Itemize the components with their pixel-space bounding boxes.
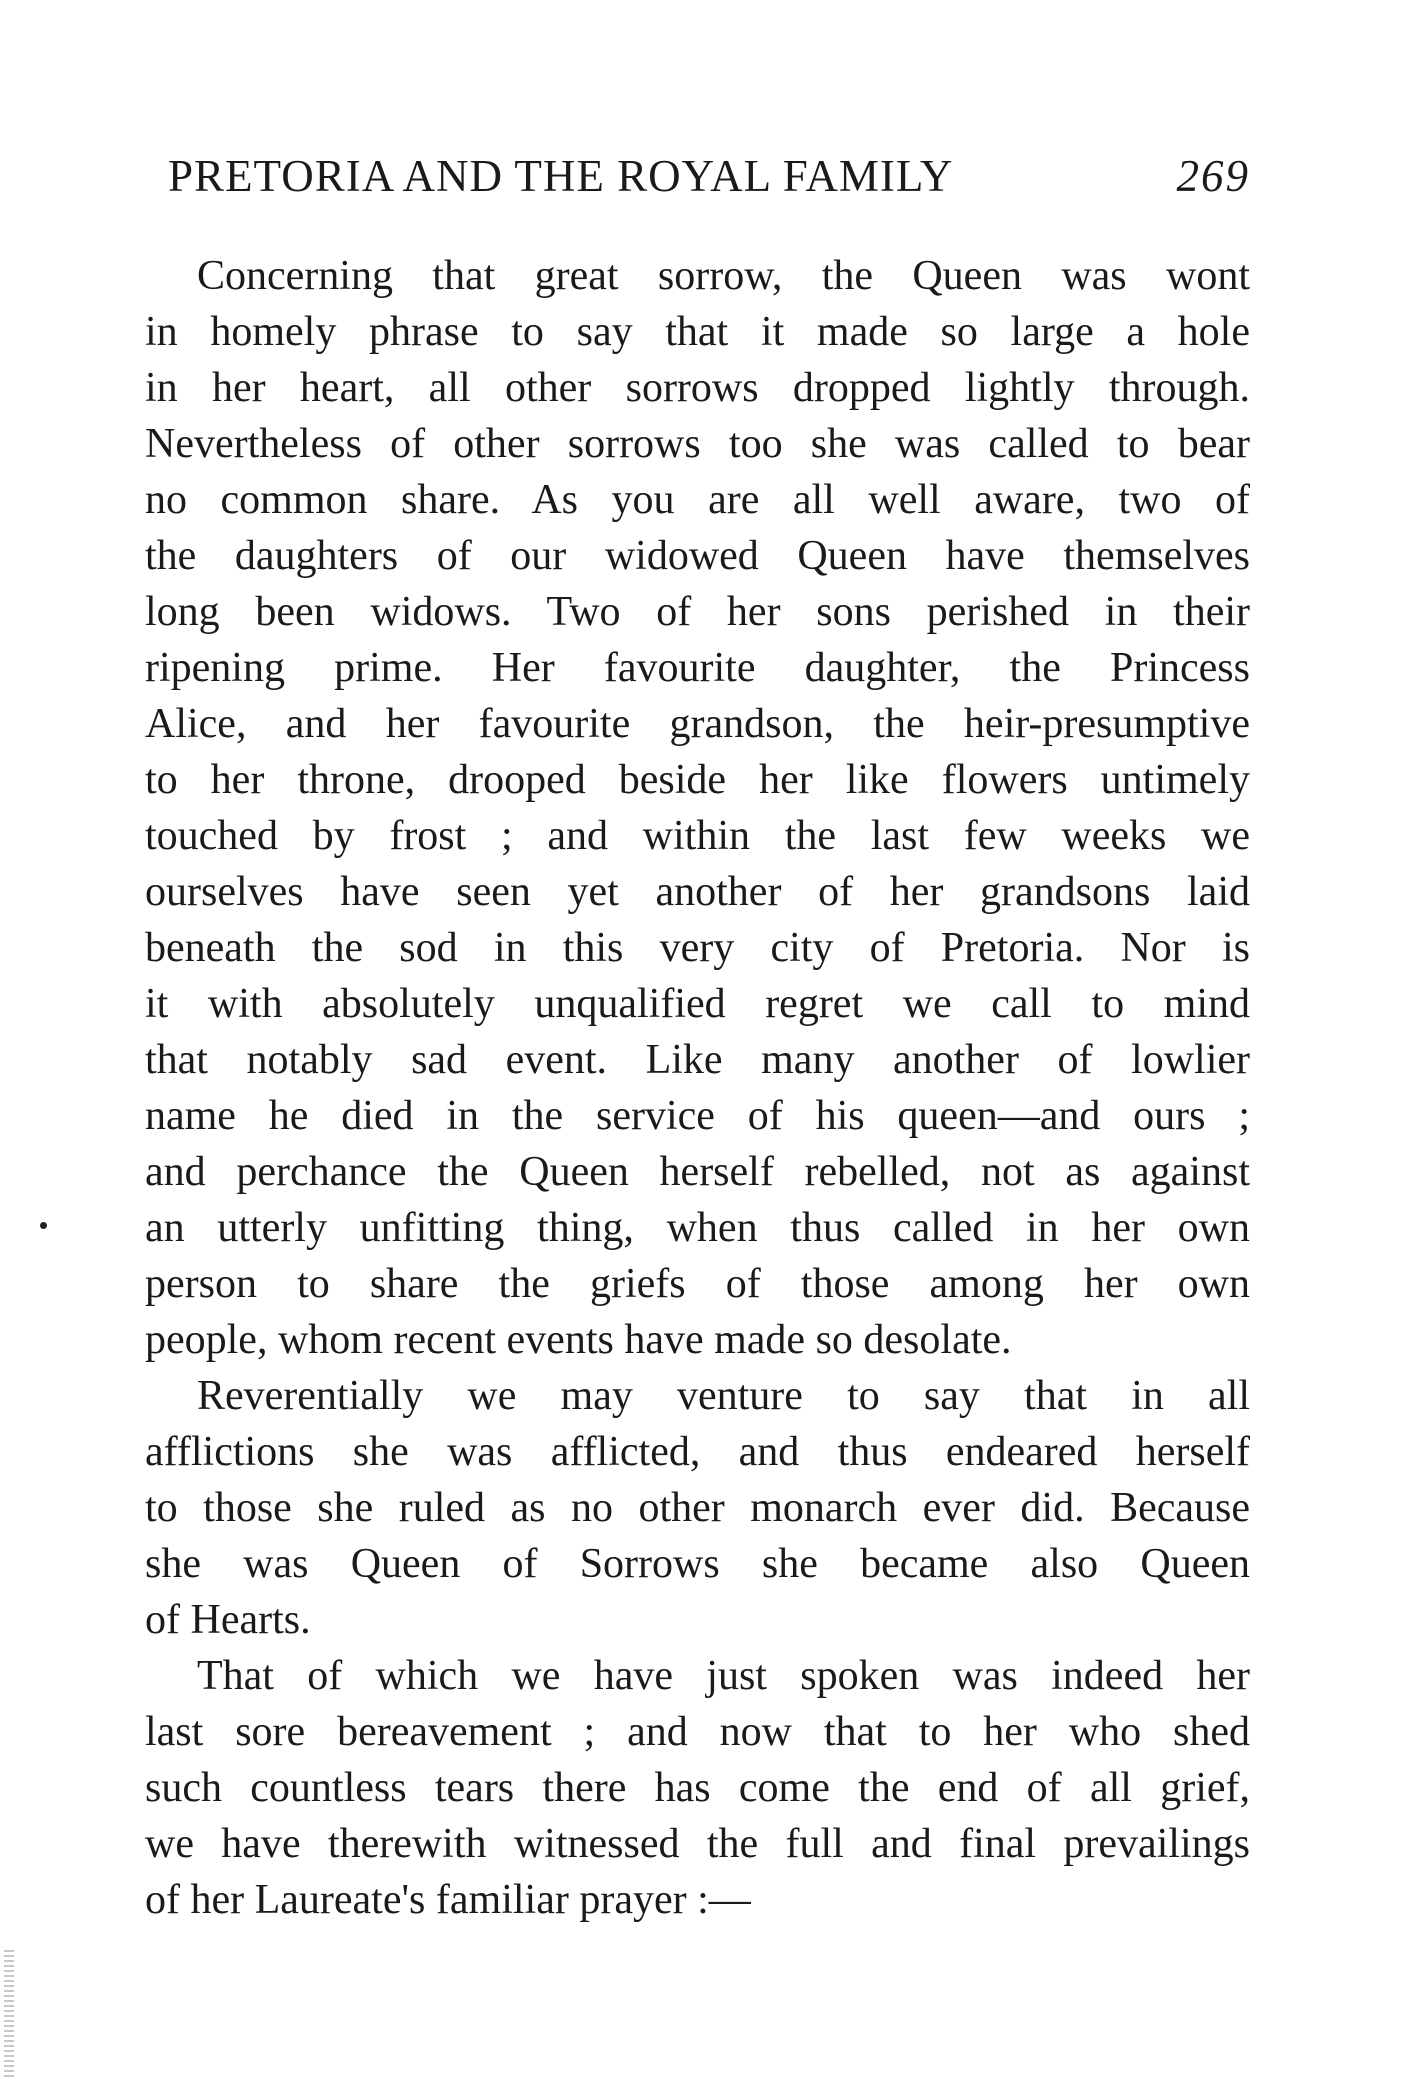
text-line: that notably sad event. Like many another of lowlier [145,1037,1250,1083]
text-line: it with absolutely unqualified regret we call to mind [145,981,1250,1027]
text-line: beneath the sod in this very city of Pretoria. Nor is [145,925,1250,971]
text-line: last sore bereavement ; and now that to her who shed [145,1709,1250,1755]
scan-edge-mark [4,1950,14,2080]
text-line: Alice, and her favourite grandson, the heir-presumptive [145,701,1250,747]
paragraph-concerning-sorrow [145,248,1250,1368]
running-title: PRETORIA AND THE ROYAL FAMILY [168,151,954,201]
paragraph-reverentially [145,1368,1250,1648]
text-line: Concerning that great sorrow, the Queen was wont [197,253,1250,299]
running-head [160,150,1250,210]
text-line: she was Queen of Sorrows she became also Queen [145,1541,1250,1587]
text-line: such countless tears there has come the end of all grief, [145,1765,1250,1811]
text-line: of her Laureate's familiar prayer :— [145,1877,751,1923]
text-line: people, whom recent events have made so desolate. [145,1317,1012,1363]
text-line: the daughters of our widowed Queen have themselves [145,533,1250,579]
ink-speck [40,1222,47,1229]
text-line: an utterly unfitting thing, when thus called in her own [145,1205,1250,1251]
text-line: name he died in the service of his queen—and ours ; [145,1093,1250,1139]
text-line: we have therewith witnessed the full and final prevailings [145,1821,1250,1867]
text-line: afflictions she was afflicted, and thus endeared herself [145,1429,1250,1475]
text-line: of Hearts. [145,1597,311,1643]
text-line: ripening prime. Her favourite daughter, the Princess [145,645,1250,691]
text-line: to her throne, drooped beside her like flowers untimely [145,757,1250,803]
text-line: no common share. As you are all well aware, two of [145,477,1250,523]
paragraph-last-bereavement [145,1648,1250,1928]
text-line: That of which we have just spoken was indeed her [197,1653,1250,1699]
text-line: long been widows. Two of her sons perished in their [145,589,1250,635]
text-line: in her heart, all other sorrows dropped lightly through. [145,365,1250,411]
text-line: Reverentially we may venture to say that in all [197,1373,1250,1419]
body-text [145,248,1250,1928]
text-line: ourselves have seen yet another of her grandsons laid [145,869,1250,915]
text-line: Nevertheless of other sorrows too she was called to bear [145,421,1250,467]
text-line: person to share the griefs of those among her own [145,1261,1250,1307]
text-line: and perchance the Queen herself rebelled, not as against [145,1149,1250,1195]
text-line: in homely phrase to say that it made so large a hole [145,309,1250,355]
text-line: to those she ruled as no other monarch ever did. Because [145,1485,1250,1531]
text-line: touched by frost ; and within the last few weeks we [145,813,1250,859]
page-number: 269 [1176,151,1250,201]
